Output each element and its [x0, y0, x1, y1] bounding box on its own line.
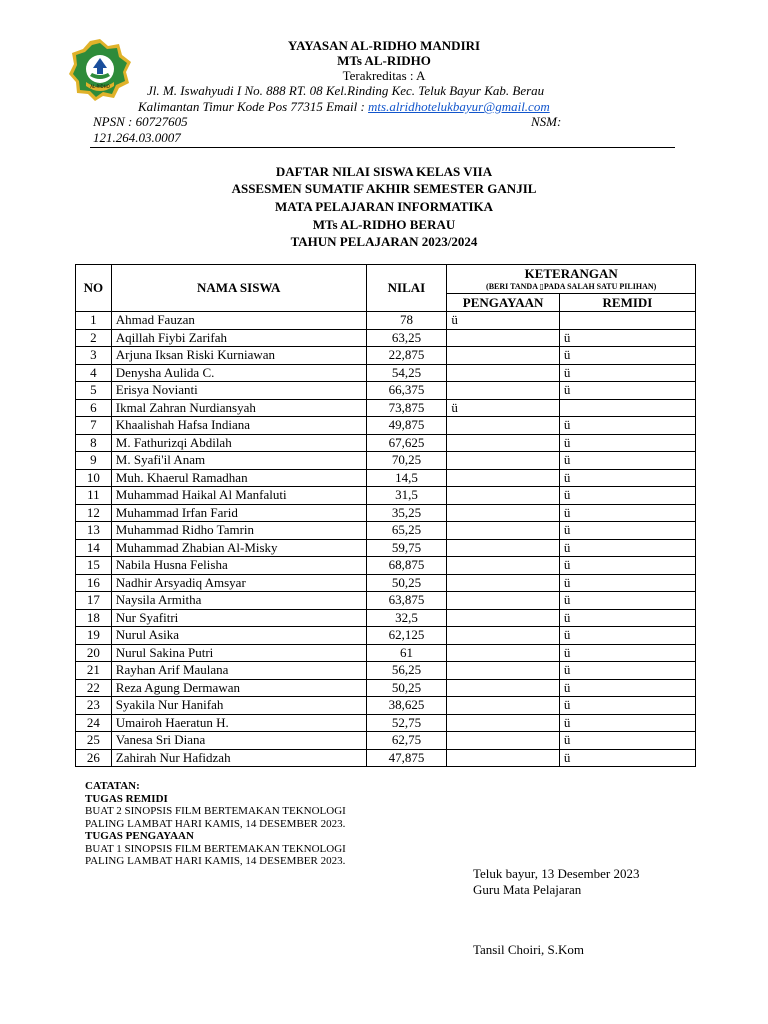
row-pengayaan-mark: [447, 329, 560, 347]
row-pengayaan-mark: [447, 347, 560, 365]
table-row: [76, 487, 696, 505]
row-value: 35,25: [366, 504, 447, 522]
table-row: [76, 382, 696, 400]
table-row: [76, 504, 696, 522]
row-no: 7: [76, 417, 112, 435]
row-no: 9: [76, 452, 112, 470]
row-no: 2: [76, 329, 112, 347]
foundation-name: YAYASAN AL-RIDHO MANDIRI: [287, 38, 481, 53]
row-value: 14,5: [366, 469, 447, 487]
row-value: 31,5: [366, 487, 447, 505]
table-row: [76, 469, 696, 487]
row-pengayaan-mark: [447, 609, 560, 627]
row-pengayaan-mark: [447, 522, 560, 540]
header-keterangan: [447, 265, 696, 294]
table-row: [76, 574, 696, 592]
row-no: 24: [76, 714, 112, 732]
row-no: 3: [76, 347, 112, 365]
npsn: NPSN : 60727605: [93, 114, 188, 129]
table-row: [76, 627, 696, 645]
title-line-2: ASSESMEN SUMATIF AKHIR SEMESTER GANJIL: [231, 181, 537, 196]
table-row: [76, 329, 696, 347]
keterangan-subtitle: (BERI TANDA ▯PADA SALAH SATU PILIHAN): [486, 281, 657, 291]
row-no: 13: [76, 522, 112, 540]
row-no: 21: [76, 662, 112, 680]
title-line-3: MATA PELAJARAN INFORMATIKA: [274, 199, 494, 214]
row-no: 14: [76, 539, 112, 557]
table-row: [76, 364, 696, 382]
row-name: Arjuna Iksan Riski Kurniawan: [111, 347, 366, 365]
header-no: NO: [76, 265, 112, 312]
row-value: 63,875: [366, 592, 447, 610]
row-no: 20: [76, 644, 112, 662]
table-body: [76, 312, 696, 767]
row-name: Reza Agung Dermawan: [111, 679, 366, 697]
row-remidi-mark: ü: [559, 592, 695, 610]
row-no: 5: [76, 382, 112, 400]
row-name: Naysila Armitha: [111, 592, 366, 610]
title-line-4: MTs AL-RIDHO BERAU: [312, 217, 456, 232]
row-value: 38,625: [366, 697, 447, 715]
row-no: 22: [76, 679, 112, 697]
row-remidi-mark: ü: [559, 697, 695, 715]
header-name: NAMA SISWA: [111, 265, 366, 312]
table-row: [76, 592, 696, 610]
row-name: Denysha Aulida C.: [111, 364, 366, 382]
row-name: Nur Syafitri: [111, 609, 366, 627]
row-name: Muh. Khaerul Ramadhan: [111, 469, 366, 487]
row-value: 22,875: [366, 347, 447, 365]
logo-text: AL-RIDHO: [90, 84, 110, 89]
row-value: 50,25: [366, 679, 447, 697]
row-remidi-mark: ü: [559, 609, 695, 627]
row-pengayaan-mark: [447, 627, 560, 645]
row-pengayaan-mark: [447, 714, 560, 732]
row-remidi-mark: ü: [559, 434, 695, 452]
row-name: Ikmal Zahran Nurdiansyah: [111, 399, 366, 417]
row-name: Nadhir Arsyadiq Amsyar: [111, 574, 366, 592]
row-remidi-mark: ü: [559, 364, 695, 382]
row-pengayaan-mark: [447, 644, 560, 662]
row-remidi-mark: [559, 399, 695, 417]
accreditation: Terakreditas : A: [342, 68, 426, 83]
row-remidi-mark: ü: [559, 539, 695, 557]
row-remidi-mark: ü: [559, 417, 695, 435]
signature-name: Tansil Choiri, S.Kom: [473, 942, 585, 957]
row-remidi-mark: ü: [559, 487, 695, 505]
row-no: 4: [76, 364, 112, 382]
row-value: 49,875: [366, 417, 447, 435]
row-pengayaan-mark: [447, 504, 560, 522]
grades-table: [75, 264, 696, 767]
row-remidi-mark: ü: [559, 382, 695, 400]
remidi-task-line-1: BUAT 2 SINOPSIS FILM BERTEMAKAN TEKNOLOGI: [85, 805, 346, 817]
row-name: Khaalishah Hafsa Indiana: [111, 417, 366, 435]
header-remidi: REMIDI: [559, 294, 695, 312]
row-pengayaan-mark: [447, 364, 560, 382]
table-row: [76, 347, 696, 365]
row-no: 17: [76, 592, 112, 610]
signature-place-date: Teluk bayur, 13 Desember 2023: [473, 866, 640, 881]
row-remidi-mark: ü: [559, 469, 695, 487]
row-value: 78: [366, 312, 447, 330]
remidi-task-title: TUGAS REMIDI: [85, 792, 168, 805]
address-prefix: Kalimantan Timur Kode Pos 77315 Email :: [138, 99, 369, 114]
row-value: 50,25: [366, 574, 447, 592]
table-row: [76, 452, 696, 470]
row-value: 66,375: [366, 382, 447, 400]
row-no: 8: [76, 434, 112, 452]
row-pengayaan-mark: [447, 417, 560, 435]
row-remidi-mark: ü: [559, 504, 695, 522]
notes-heading: CATATAN:: [85, 780, 140, 792]
row-value: 61: [366, 644, 447, 662]
row-pengayaan-mark: ü: [447, 312, 560, 330]
table-row: [76, 399, 696, 417]
row-name: Nabila Husna Felisha: [111, 557, 366, 575]
table-row: [76, 417, 696, 435]
row-value: 54,25: [366, 364, 447, 382]
row-name: Rayhan Arif Maulana: [111, 662, 366, 680]
row-pengayaan-mark: [447, 574, 560, 592]
table-row: [76, 714, 696, 732]
row-remidi-mark: [559, 312, 695, 330]
row-name: Erisya Novianti: [111, 382, 366, 400]
row-no: 12: [76, 504, 112, 522]
title-line-5: TAHUN PELAJARAN 2023/2024: [290, 234, 478, 249]
row-name: M. Fathurizqi Abdilah: [111, 434, 366, 452]
pengayaan-task-title: TUGAS PENGAYAAN: [85, 830, 194, 842]
table-row: [76, 749, 696, 767]
nsm-label: NSM:: [531, 114, 562, 129]
table-row: [76, 434, 696, 452]
table-row: [76, 679, 696, 697]
row-pengayaan-mark: [447, 452, 560, 470]
row-value: 65,25: [366, 522, 447, 540]
row-pengayaan-mark: [447, 697, 560, 715]
row-value: 52,75: [366, 714, 447, 732]
row-remidi-mark: ü: [559, 714, 695, 732]
row-remidi-mark: ü: [559, 749, 695, 767]
row-no: 15: [76, 557, 112, 575]
row-name: Umairoh Haeratun H.: [111, 714, 366, 732]
row-remidi-mark: ü: [559, 679, 695, 697]
keterangan-title: KETERANGAN: [524, 265, 618, 281]
row-name: Zahirah Nur Hafidzah: [111, 749, 366, 767]
row-no: 6: [76, 399, 112, 417]
row-value: 63,25: [366, 329, 447, 347]
row-name: Ahmad Fauzan: [111, 312, 366, 330]
notes: [85, 780, 346, 868]
row-no: 10: [76, 469, 112, 487]
header-rule: [90, 147, 675, 148]
row-pengayaan-mark: [447, 592, 560, 610]
table-row: [76, 732, 696, 750]
table-row: [76, 522, 696, 540]
row-no: 18: [76, 609, 112, 627]
table-row: [76, 644, 696, 662]
row-pengayaan-mark: [447, 662, 560, 680]
row-no: 1: [76, 312, 112, 330]
row-name: Aqillah Fiybi Zarifah: [111, 329, 366, 347]
row-remidi-mark: ü: [559, 452, 695, 470]
address-line-2: [138, 99, 550, 115]
row-name: Syakila Nur Hanifah: [111, 697, 366, 715]
row-pengayaan-mark: [447, 732, 560, 750]
table-row: [76, 697, 696, 715]
row-pengayaan-mark: ü: [447, 399, 560, 417]
row-name: Nurul Asika: [111, 627, 366, 645]
row-remidi-mark: ü: [559, 329, 695, 347]
row-value: 32,5: [366, 609, 447, 627]
remidi-task-line-2: PALING LAMBAT HARI KAMIS, 14 DESEMBER 2023.: [85, 817, 346, 830]
row-value: 68,875: [366, 557, 447, 575]
nsm-value: 121.264.03.0007: [93, 130, 181, 145]
email-link[interactable]: mts.alridhotelukbayur@gmail.com: [368, 99, 550, 114]
row-pengayaan-mark: [447, 539, 560, 557]
header-pengayaan: PENGAYAAN: [447, 294, 560, 312]
row-name: Muhammad Irfan Farid: [111, 504, 366, 522]
school-name: MTs AL-RIDHO: [337, 53, 431, 68]
pengayaan-task-line-2: PALING LAMBAT HARI KAMIS, 14 DESEMBER 2023.: [85, 855, 346, 867]
row-name: Nurul Sakina Putri: [111, 644, 366, 662]
row-pengayaan-mark: [447, 557, 560, 575]
row-name: M. Syafi'il Anam: [111, 452, 366, 470]
row-remidi-mark: ü: [559, 732, 695, 750]
row-pengayaan-mark: [447, 749, 560, 767]
header-value: NILAI: [366, 265, 447, 312]
row-value: 70,25: [366, 452, 447, 470]
row-name: Muhammad Ridho Tamrin: [111, 522, 366, 540]
table-row: [76, 609, 696, 627]
address-line-1: Jl. M. Iswahyudi I No. 888 RT. 08 Kel.Rinding Kec. Teluk Bayur Kab. Berau: [147, 83, 545, 98]
row-no: 26: [76, 749, 112, 767]
row-value: 62,75: [366, 732, 447, 750]
row-name: Muhammad Zhabian Al-Misky: [111, 539, 366, 557]
row-remidi-mark: ü: [559, 662, 695, 680]
row-no: 23: [76, 697, 112, 715]
row-value: 73,875: [366, 399, 447, 417]
row-no: 11: [76, 487, 112, 505]
pengayaan-task-line-1: BUAT 1 SINOPSIS FILM BERTEMAKAN TEKNOLOGI: [85, 842, 346, 855]
table-row: [76, 539, 696, 557]
signature-role: Guru Mata Pelajaran: [473, 882, 582, 897]
row-no: 16: [76, 574, 112, 592]
row-name: Vanesa Sri Diana: [111, 732, 366, 750]
row-remidi-mark: ü: [559, 644, 695, 662]
row-remidi-mark: ü: [559, 557, 695, 575]
row-pengayaan-mark: [447, 382, 560, 400]
row-pengayaan-mark: [447, 487, 560, 505]
row-pengayaan-mark: [447, 679, 560, 697]
row-value: 59,75: [366, 539, 447, 557]
row-name: Muhammad Haikal Al Manfaluti: [111, 487, 366, 505]
row-value: 62,125: [366, 627, 447, 645]
table-row: [76, 557, 696, 575]
title-line-1: DAFTAR NILAI SISWA KELAS VIIA: [275, 164, 493, 179]
row-remidi-mark: ü: [559, 347, 695, 365]
table-row: [76, 662, 696, 680]
row-pengayaan-mark: [447, 434, 560, 452]
row-remidi-mark: ü: [559, 574, 695, 592]
row-value: 47,875: [366, 749, 447, 767]
row-remidi-mark: ü: [559, 522, 695, 540]
row-no: 25: [76, 732, 112, 750]
row-remidi-mark: ü: [559, 627, 695, 645]
row-pengayaan-mark: [447, 469, 560, 487]
row-value: 56,25: [366, 662, 447, 680]
row-value: 67,625: [366, 434, 447, 452]
table-row: [76, 312, 696, 330]
row-no: 19: [76, 627, 112, 645]
